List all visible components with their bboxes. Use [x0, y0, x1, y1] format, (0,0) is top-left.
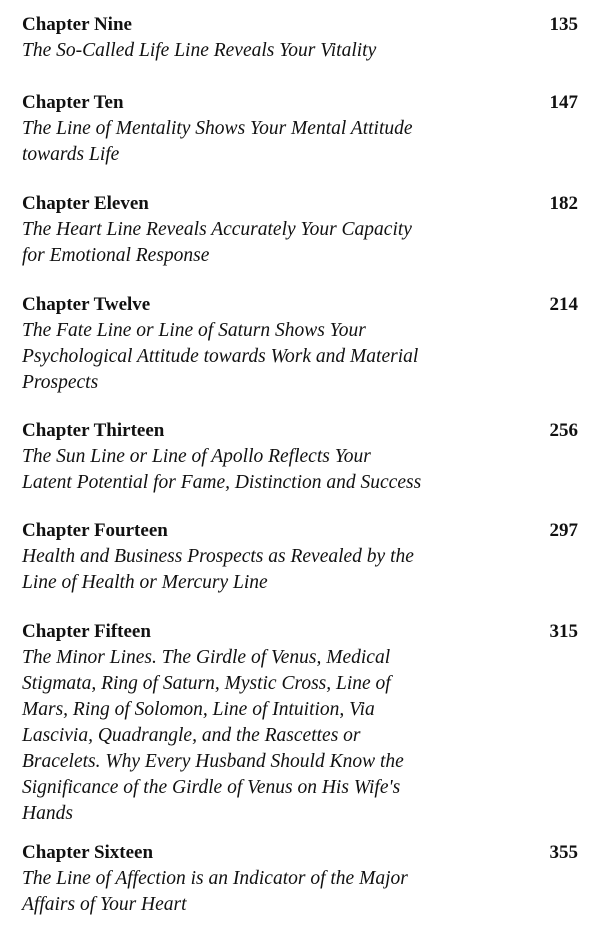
chapter-subtitle-line: Latent Potential for Fame, Distinction and Success — [22, 472, 422, 493]
chapter-subtitle-line: The Line of Affection is an Indicator of the Major — [22, 868, 408, 889]
page-number: 135 — [549, 14, 578, 35]
chapter-subtitle-line: Prospects — [22, 372, 99, 393]
page-number: 147 — [549, 92, 578, 113]
page-number: 297 — [549, 520, 578, 541]
chapter-subtitle-line: Lascivia, Quadrangle, and the Rascettes or — [22, 725, 361, 746]
chapter-subtitle-line: Health and Business Prospects as Revealed by the — [22, 546, 414, 567]
chapter-subtitle-line: The Fate Line or Line of Saturn Shows Your — [22, 320, 366, 341]
toc-entry-chapter-ten — [22, 90, 578, 168]
chapter-subtitle-line: The Sun Line or Line of Apollo Reflects Your — [22, 446, 371, 467]
chapter-title: Chapter Thirteen — [22, 420, 165, 441]
chapter-subtitle-line: The Line of Mentality Shows Your Mental Attitude — [22, 118, 413, 139]
chapter-title: Chapter Ten — [22, 92, 124, 113]
chapter-title: Chapter Twelve — [22, 294, 151, 315]
chapter-subtitle-line: Stigmata, Ring of Saturn, Mystic Cross, Line of — [22, 673, 391, 694]
chapter-subtitle-line: Line of Health or Mercury Line — [22, 572, 268, 593]
chapter-title: Chapter Sixteen — [22, 842, 154, 863]
page-number: 182 — [549, 193, 578, 214]
toc-entry-chapter-nine — [22, 12, 578, 64]
toc-entry-chapter-eleven — [22, 191, 578, 269]
toc-entry-chapter-fifteen — [22, 619, 578, 827]
chapter-subtitle-line: The Heart Line Reveals Accurately Your Capacity — [22, 219, 412, 240]
chapter-title: Chapter Fourteen — [22, 520, 168, 541]
page-number: 355 — [549, 842, 578, 863]
chapter-subtitle-line: Affairs of Your Heart — [22, 894, 187, 915]
page-number: 256 — [549, 420, 578, 441]
chapter-subtitle-line: The Minor Lines. The Girdle of Venus, Medical — [22, 647, 391, 668]
chapter-title: Chapter Fifteen — [22, 621, 151, 642]
chapter-subtitle-line: Hands — [22, 803, 73, 824]
chapter-subtitle-line: for Emotional Response — [22, 245, 210, 266]
page-number: 214 — [549, 294, 578, 315]
chapter-subtitle-line: Mars, Ring of Solomon, Line of Intuition, Via — [22, 699, 375, 720]
chapter-title: Chapter Nine — [22, 14, 132, 35]
chapter-subtitle-line: Bracelets. Why Every Husband Should Know the — [22, 751, 404, 772]
chapter-subtitle-line: Psychological Attitude towards Work and Material — [22, 346, 419, 367]
chapter-subtitle-line: towards Life — [22, 144, 120, 165]
toc-entry-chapter-twelve — [22, 292, 578, 396]
toc-entry-chapter-sixteen — [22, 840, 578, 918]
page-number: 315 — [549, 621, 578, 642]
toc-entry-chapter-fourteen — [22, 518, 578, 596]
chapter-subtitle-line: The So-Called Life Line Reveals Your Vitality — [22, 40, 377, 61]
chapter-subtitle-line: Significance of the Girdle of Venus on His Wife's — [22, 777, 401, 798]
toc-entry-chapter-thirteen — [22, 418, 578, 496]
chapter-title: Chapter Eleven — [22, 193, 149, 214]
